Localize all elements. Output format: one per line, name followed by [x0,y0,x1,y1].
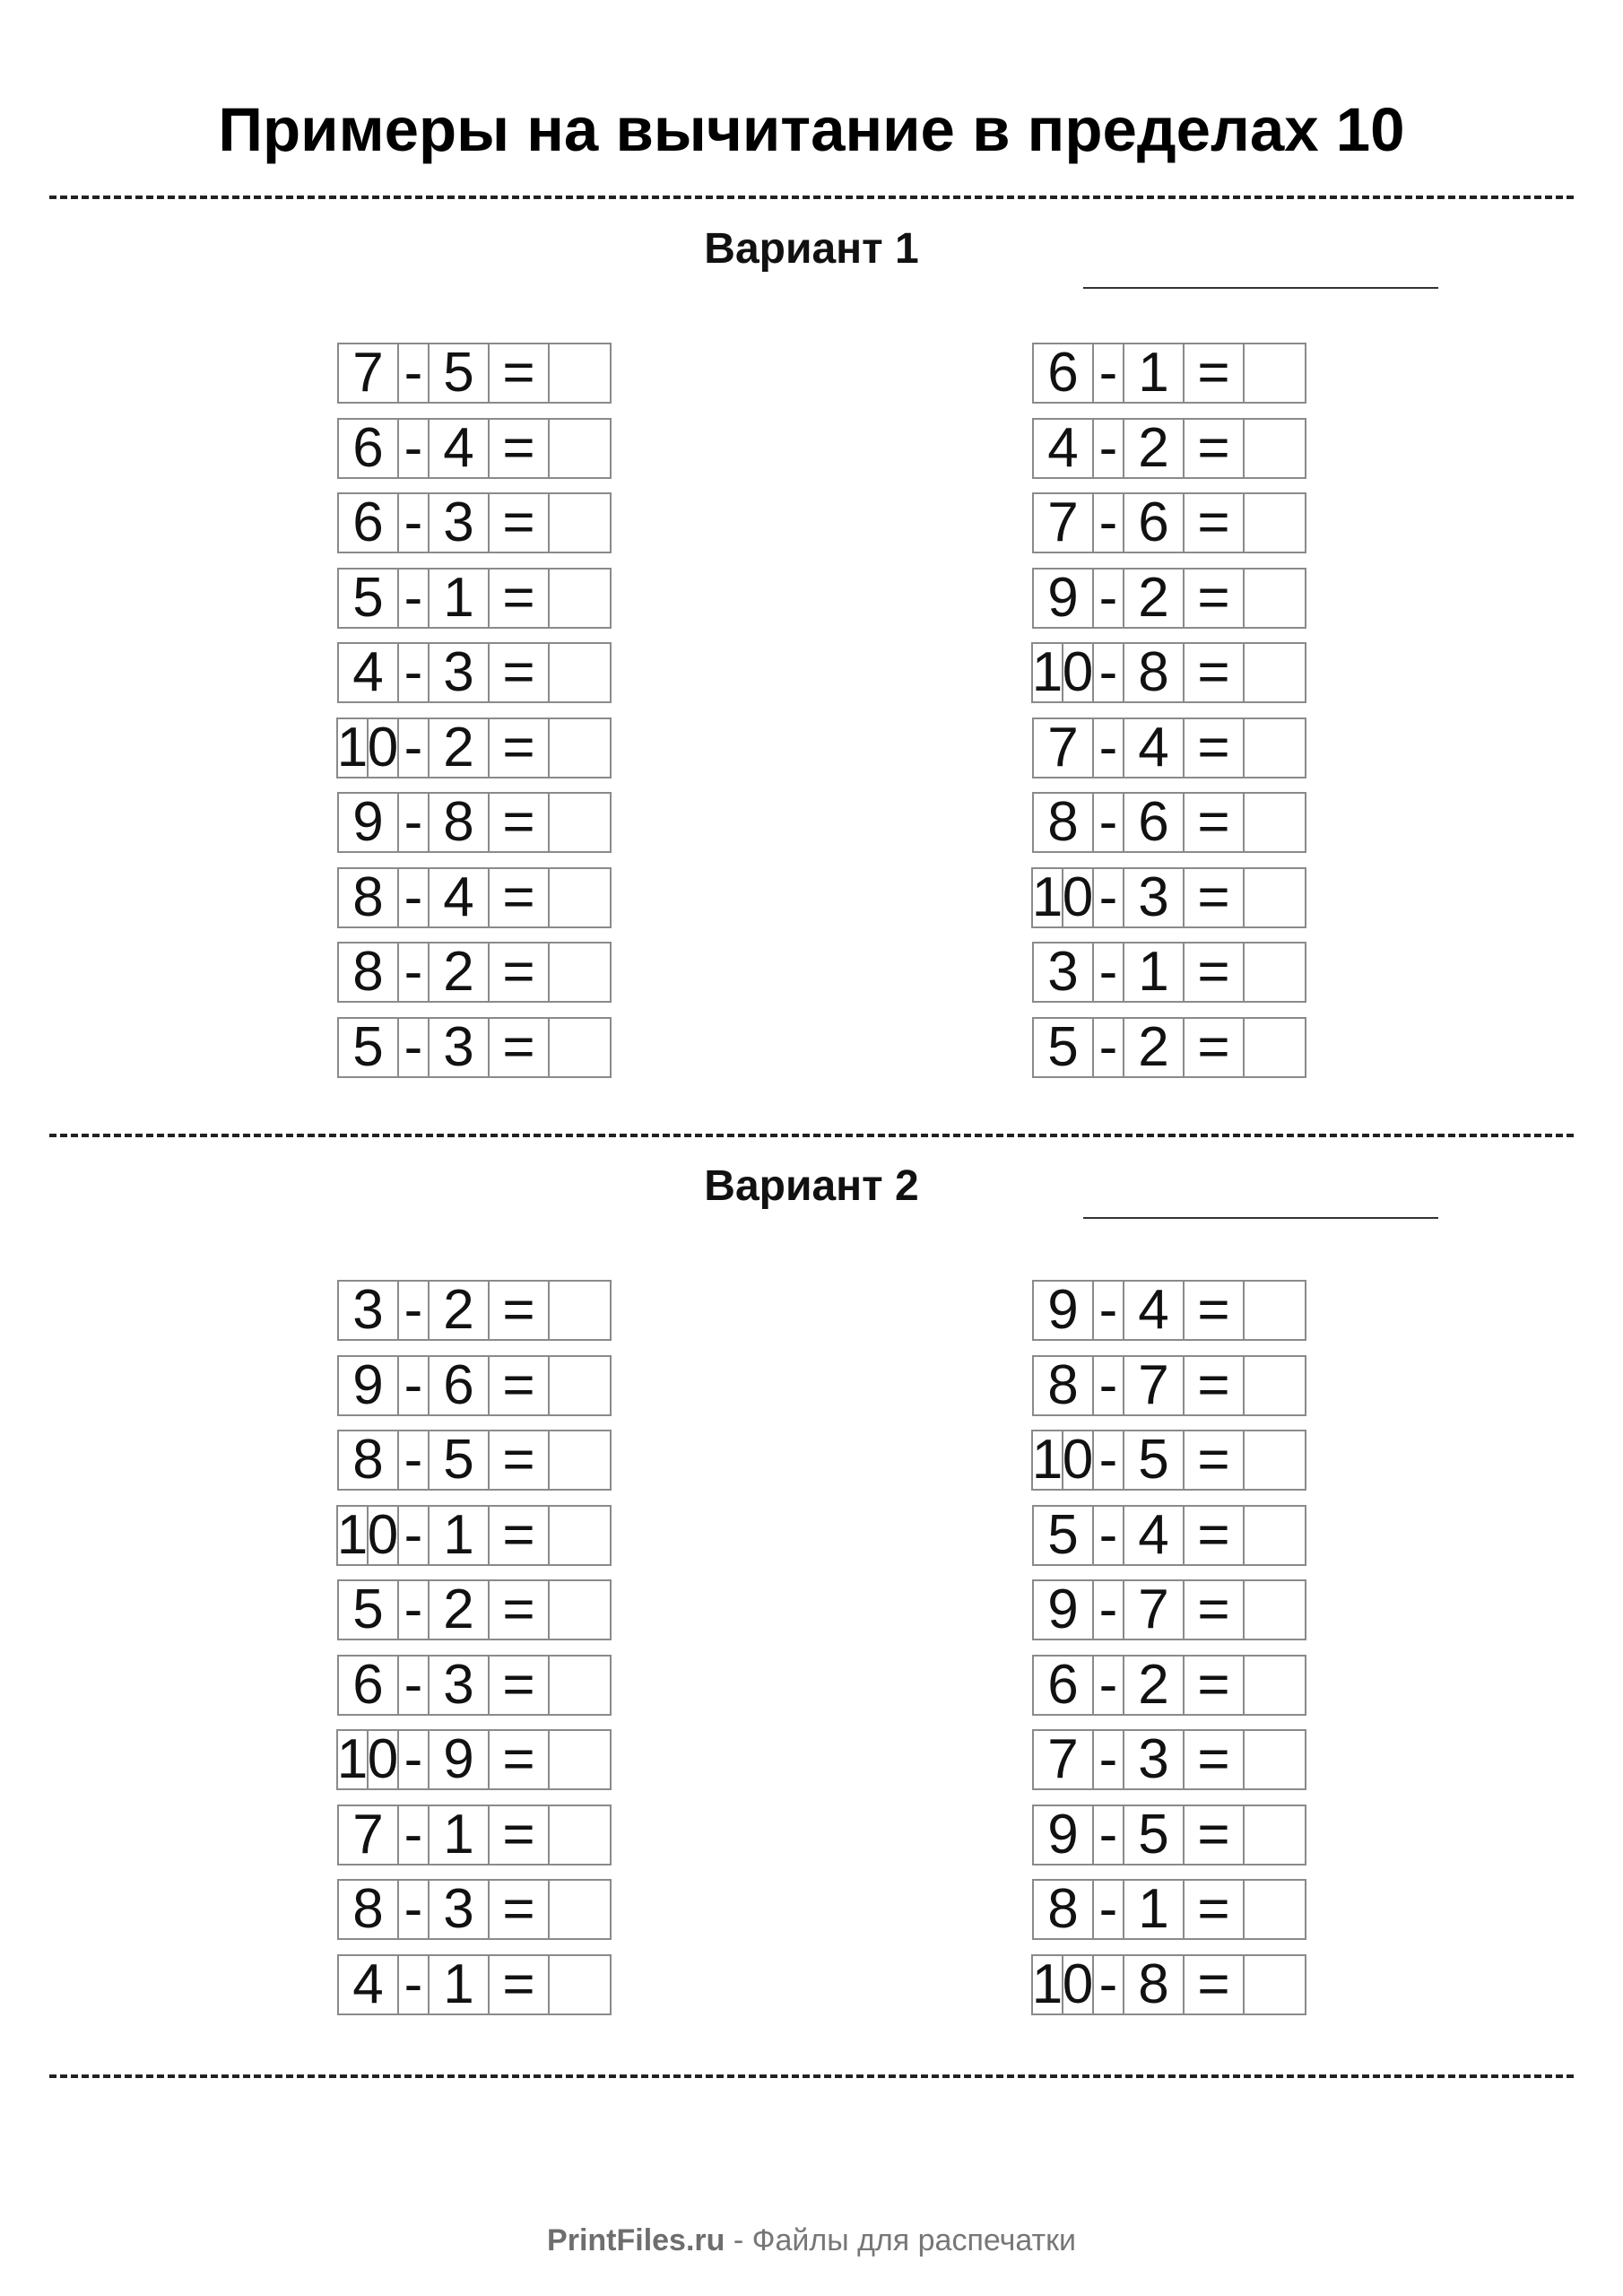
equals-sign: = [488,343,550,404]
equation-row [339,642,612,703]
minuend: 9 [1032,1579,1094,1640]
minuend-ones-digit: 0 [1062,1429,1094,1491]
equation-row [1034,792,1306,853]
answer-box[interactable] [1243,1355,1306,1416]
equals-sign: = [488,1579,550,1640]
divider-top [49,196,1574,199]
minuend: 9 [1032,1280,1094,1341]
equation-row [339,568,612,629]
answer-box[interactable] [548,568,612,629]
subtrahend: 5 [1123,1805,1185,1866]
subtrahend: 8 [428,792,490,853]
equation-row [1034,568,1306,629]
minuend: 3 [337,1280,399,1341]
answer-box[interactable] [1243,343,1306,404]
minuend: 7 [1032,718,1094,778]
answer-box[interactable] [548,1805,612,1866]
subtrahend: 7 [1123,1355,1185,1416]
equation-row [339,1805,612,1866]
subtrahend: 8 [1123,642,1185,703]
answer-box[interactable] [1243,1017,1306,1078]
equation-row [339,867,612,928]
answer-box[interactable] [548,1017,612,1078]
answer-box[interactable] [1243,418,1306,479]
answer-box[interactable] [548,1579,612,1640]
equals-sign: = [1183,1505,1245,1566]
minus-sign: - [1092,867,1124,928]
subtrahend: 3 [1123,1729,1185,1790]
answer-box[interactable] [1243,642,1306,703]
minus-sign: - [397,568,430,629]
equals-sign: = [1183,867,1245,928]
minuend: 6 [337,492,399,553]
minus-sign: - [397,1280,430,1341]
minuend-ones-digit: 0 [367,1728,399,1790]
equation-row [1034,1729,1306,1790]
subtrahend: 2 [428,1280,490,1341]
equals-sign: = [1183,418,1245,479]
equals-sign: = [488,867,550,928]
minus-sign: - [1092,343,1124,404]
answer-box[interactable] [548,942,612,1003]
minuend: 8 [337,1430,399,1491]
answer-box[interactable] [548,792,612,853]
subtrahend: 4 [1123,1505,1185,1566]
minuend: 8 [337,942,399,1003]
answer-box[interactable] [548,1505,612,1566]
minuend: 9 [1032,568,1094,629]
answer-box[interactable] [1243,942,1306,1003]
minus-sign: - [1092,718,1124,778]
subtrahend: 4 [428,867,490,928]
answer-box[interactable] [1243,1655,1306,1716]
equals-sign: = [1183,1879,1245,1940]
minuend: 7 [337,1805,399,1866]
answer-box[interactable] [1243,1729,1306,1790]
equation-row [339,1954,612,2015]
subtrahend: 1 [1123,1879,1185,1940]
subtrahend: 4 [1123,718,1185,778]
minuend-ones-digit: 0 [1062,641,1094,703]
equation-row [339,1280,612,1341]
minus-sign: - [1092,418,1124,479]
equation-row [1034,492,1306,553]
equation-row [1034,718,1306,778]
minus-sign: - [397,492,430,553]
equation-row [1034,942,1306,1003]
minus-sign: - [397,1954,430,2015]
answer-box[interactable] [548,1954,612,2015]
equation-row [339,343,612,404]
equals-sign: = [1183,942,1245,1003]
equals-sign: = [488,1655,550,1716]
answer-box[interactable] [1243,867,1306,928]
equals-sign: = [488,1729,550,1790]
footer-site[interactable]: PrintFiles.ru [547,2223,725,2257]
minuend: 5 [337,1017,399,1078]
equation-row [339,1017,612,1078]
minuend: 6 [1032,1655,1094,1716]
equation-row [1034,1805,1306,1866]
minus-sign: - [397,1017,430,1078]
answer-box[interactable] [548,492,612,553]
equation-row [339,792,612,853]
equation-row [1034,1017,1306,1078]
equals-sign: = [1183,1729,1245,1790]
minus-sign: - [1092,942,1124,1003]
subtrahend: 4 [1123,1280,1185,1341]
equation-row [339,492,612,553]
minuend: 8 [1032,1355,1094,1416]
subtrahend: 2 [1123,1655,1185,1716]
minuend-ones-digit: 0 [367,717,399,778]
equals-sign: = [1183,792,1245,853]
minuend: 7 [1032,1729,1094,1790]
subtrahend: 2 [428,718,490,778]
minus-sign: - [1092,492,1124,553]
minus-sign: - [1092,792,1124,853]
subtrahend: 1 [428,1954,490,2015]
equation-row [1034,418,1306,479]
minuend: 5 [337,568,399,629]
equation-row [338,1729,612,1790]
minus-sign: - [397,1505,430,1566]
minus-sign: - [1092,1729,1124,1790]
variant-2-right-column [930,1280,1306,2029]
answer-box[interactable] [1243,1280,1306,1341]
minus-sign: - [397,867,430,928]
equals-sign: = [1183,1017,1245,1078]
answer-box[interactable] [1243,1579,1306,1640]
equals-sign: = [1183,1579,1245,1640]
subtrahend: 5 [428,343,490,404]
minus-sign: - [1092,568,1124,629]
equation-row [1034,1505,1306,1566]
minuend: 9 [337,1355,399,1416]
equals-sign: = [1183,568,1245,629]
minus-sign: - [1092,642,1124,703]
equation-row [1034,1879,1306,1940]
answer-box[interactable] [1243,1505,1306,1566]
subtrahend: 3 [428,1879,490,1940]
subtrahend: 6 [1123,792,1185,853]
subtrahend: 2 [428,1579,490,1640]
equation-row [1034,1655,1306,1716]
equals-sign: = [488,642,550,703]
answer-box[interactable] [548,418,612,479]
equals-sign: = [488,1430,550,1491]
minuend: 9 [337,792,399,853]
equation-row [1033,642,1306,703]
equals-sign: = [488,1355,550,1416]
minus-sign: - [397,343,430,404]
equation-row [1033,867,1306,928]
subtrahend: 5 [428,1430,490,1491]
footer-text: - Файлы для распечатки [725,2223,1076,2257]
minus-sign: - [397,792,430,853]
minuend: 4 [1032,418,1094,479]
minus-sign: - [397,1430,430,1491]
variant-1-right-column [930,343,1306,1091]
subtrahend: 1 [428,568,490,629]
equals-sign: = [488,1805,550,1866]
minuend: 6 [1032,343,1094,404]
equation-row [1033,1954,1306,2015]
equation-row [1034,1280,1306,1341]
equals-sign: = [488,1280,550,1341]
minuend: 5 [337,1579,399,1640]
equals-sign: = [1183,718,1245,778]
divider-middle [49,1134,1574,1137]
minuend: 7 [1032,492,1094,553]
subtrahend: 5 [1123,1430,1185,1491]
minuend: 9 [1032,1805,1094,1866]
minuend-tens-digit: 1 [1031,1953,1063,2015]
equals-sign: = [488,1017,550,1078]
subtrahend: 6 [1123,492,1185,553]
equation-row [338,1505,612,1566]
minus-sign: - [397,942,430,1003]
equation-row [1034,343,1306,404]
equals-sign: = [488,492,550,553]
minuend-ones-digit: 0 [367,1504,399,1566]
page-title: Примеры на вычитание в пределах 10 [218,95,1405,164]
minuend-tens-digit: 1 [1031,641,1063,703]
variant-1-name-line [1083,287,1438,289]
minus-sign: - [397,1879,430,1940]
variant-2-left-column [235,1280,612,2029]
answer-box[interactable] [548,642,612,703]
equation-row [1033,1430,1306,1491]
minus-sign: - [1092,1355,1124,1416]
minuend-tens-digit: 1 [336,1504,369,1566]
minus-sign: - [1092,1805,1124,1866]
minus-sign: - [1092,1017,1124,1078]
answer-box[interactable] [548,718,612,778]
minuend: 8 [1032,792,1094,853]
equation-row [339,1655,612,1716]
equals-sign: = [1183,1355,1245,1416]
divider-bottom [49,2074,1574,2078]
minuend: 6 [337,418,399,479]
equals-sign: = [1183,1280,1245,1341]
minuend: 4 [337,1954,399,2015]
subtrahend: 3 [428,1655,490,1716]
subtrahend: 2 [1123,568,1185,629]
subtrahend: 3 [1123,867,1185,928]
minus-sign: - [1092,1430,1124,1491]
answer-box[interactable] [548,1879,612,1940]
minus-sign: - [397,418,430,479]
equals-sign: = [1183,1954,1245,2015]
minus-sign: - [397,718,430,778]
subtrahend: 7 [1123,1579,1185,1640]
minuend: 5 [1032,1017,1094,1078]
minuend-tens-digit: 1 [1031,1429,1063,1491]
equals-sign: = [488,1505,550,1566]
minuend: 8 [337,867,399,928]
equation-row [1034,1355,1306,1416]
equals-sign: = [1183,1805,1245,1866]
answer-box[interactable] [548,1430,612,1491]
minuend-ones-digit: 0 [1062,866,1094,928]
minus-sign: - [1092,1879,1124,1940]
minus-sign: - [397,1355,430,1416]
subtrahend: 8 [1123,1954,1185,2015]
answer-box[interactable] [1243,1430,1306,1491]
minus-sign: - [397,1805,430,1866]
variant-2-title: Вариант 2 [704,1162,919,1210]
minuend: 3 [1032,942,1094,1003]
subtrahend: 3 [428,492,490,553]
equals-sign: = [488,418,550,479]
equation-row [339,1879,612,1940]
minus-sign: - [1092,1954,1124,2015]
minus-sign: - [397,642,430,703]
minuend-tens-digit: 1 [1031,866,1063,928]
answer-box[interactable] [1243,792,1306,853]
subtrahend: 4 [428,418,490,479]
equation-row [339,418,612,479]
equals-sign: = [488,1879,550,1940]
equals-sign: = [488,568,550,629]
minus-sign: - [1092,1280,1124,1341]
minus-sign: - [1092,1655,1124,1716]
subtrahend: 1 [1123,343,1185,404]
minuend: 6 [337,1655,399,1716]
subtrahend: 3 [428,642,490,703]
equation-row [339,1430,612,1491]
subtrahend: 1 [1123,942,1185,1003]
answer-box[interactable] [548,1355,612,1416]
equals-sign: = [488,718,550,778]
answer-box[interactable] [548,867,612,928]
equals-sign: = [488,1954,550,2015]
answer-box[interactable] [548,1655,612,1716]
subtrahend: 6 [428,1355,490,1416]
minuend-tens-digit: 1 [336,717,369,778]
equation-row [339,1355,612,1416]
equals-sign: = [1183,343,1245,404]
subtrahend: 1 [428,1805,490,1866]
answer-box[interactable] [1243,1879,1306,1940]
minuend-tens-digit: 1 [336,1728,369,1790]
footer [0,2222,1623,2258]
minuend: 8 [337,1879,399,1940]
minus-sign: - [397,1579,430,1640]
variant-2-name-line [1083,1217,1438,1219]
minus-sign: - [1092,1505,1124,1566]
subtrahend: 9 [428,1729,490,1790]
variant-1-left-column [235,343,612,1091]
minus-sign: - [1092,1579,1124,1640]
equals-sign: = [1183,492,1245,553]
subtrahend: 2 [1123,1017,1185,1078]
equals-sign: = [488,942,550,1003]
subtrahend: 2 [428,942,490,1003]
equation-row [339,942,612,1003]
minuend: 4 [337,642,399,703]
answer-box[interactable] [1243,718,1306,778]
equals-sign: = [488,792,550,853]
subtrahend: 2 [1123,418,1185,479]
equals-sign: = [1183,1430,1245,1491]
subtrahend: 1 [428,1505,490,1566]
answer-box[interactable] [1243,1954,1306,2015]
equals-sign: = [1183,1655,1245,1716]
answer-box[interactable] [548,1729,612,1790]
minuend: 8 [1032,1879,1094,1940]
minuend: 7 [337,343,399,404]
equation-row [338,718,612,778]
answer-box[interactable] [1243,568,1306,629]
equation-row [339,1579,612,1640]
subtrahend: 3 [428,1017,490,1078]
variant-1-title: Вариант 1 [704,225,919,273]
answer-box[interactable] [548,1280,612,1341]
equation-row [1034,1579,1306,1640]
minuend-ones-digit: 0 [1062,1953,1094,2015]
answer-box[interactable] [548,343,612,404]
minuend: 5 [1032,1505,1094,1566]
minus-sign: - [397,1729,430,1790]
answer-box[interactable] [1243,492,1306,553]
equals-sign: = [1183,642,1245,703]
minus-sign: - [397,1655,430,1716]
answer-box[interactable] [1243,1805,1306,1866]
